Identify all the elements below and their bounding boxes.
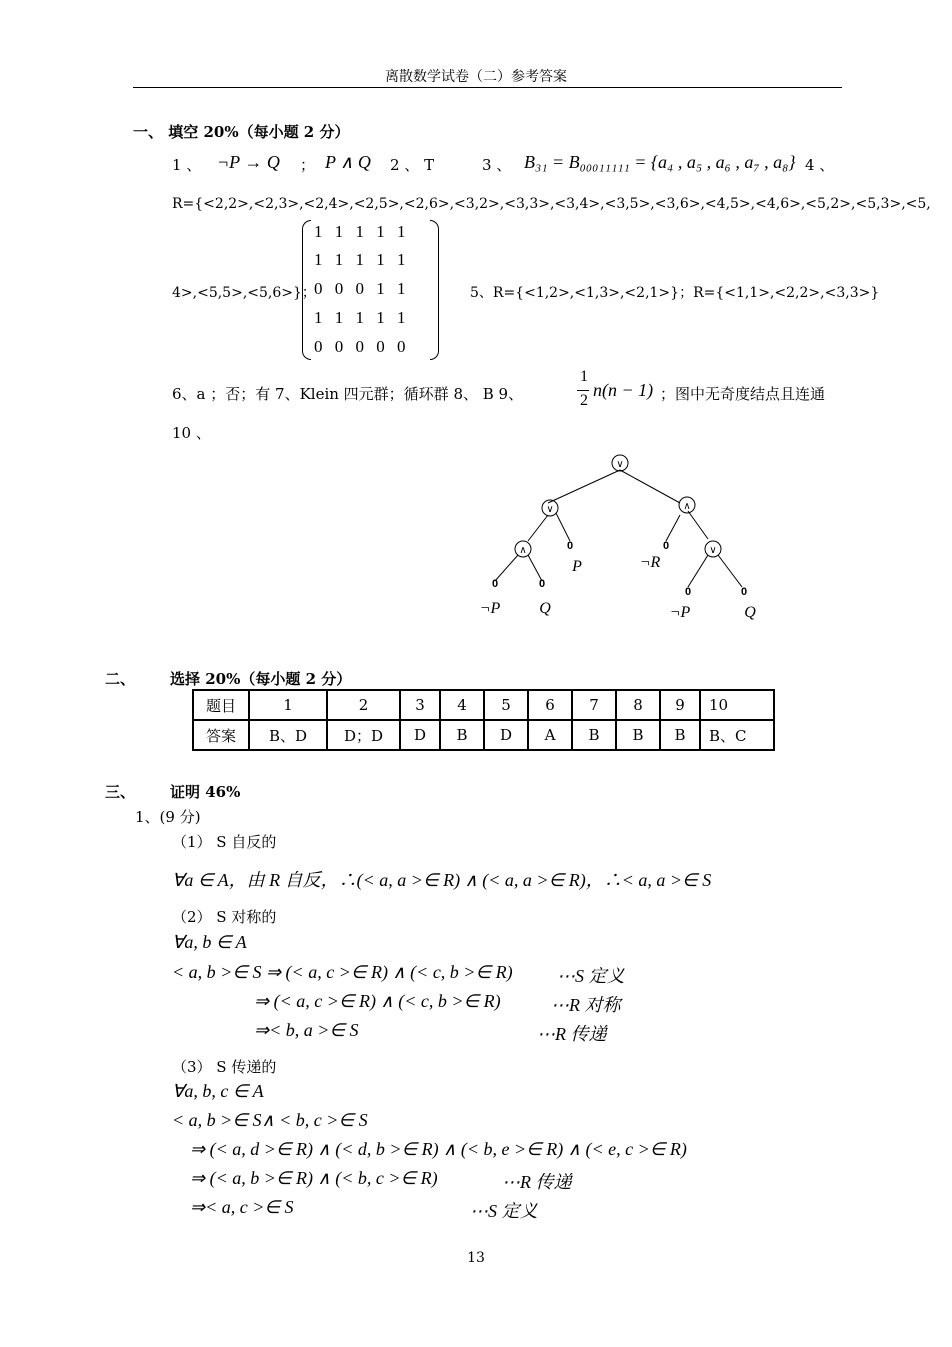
page-number: 13	[467, 1250, 485, 1266]
proof-justification: ⋯S 定义	[557, 966, 625, 986]
table-cell: 9	[660, 690, 700, 720]
proof-line: ⇒ (< a, c >∈ R) ∧ (< c, b >∈ R)	[254, 991, 501, 1011]
tree-leaf-marker: 0	[684, 586, 692, 598]
tree-leaf-not-p: ¬P	[479, 600, 501, 617]
s1-answer-1: ¬P → Q	[217, 152, 280, 172]
table-cell: D	[400, 720, 440, 750]
proof-line: ⇒< a, c >∈ S	[190, 1197, 294, 1217]
table-cell: B	[616, 720, 660, 750]
tree-leaf-not-p: ¬P	[669, 604, 691, 621]
proof-line: ⇒ (< a, b >∈ R) ∧ (< b, c >∈ R)	[190, 1168, 438, 1188]
table-cell: 5	[484, 690, 528, 720]
table-cell: B	[440, 720, 484, 750]
tree-root-op: ∨	[616, 459, 624, 470]
proof-part-3-title: （3） S 传递的	[172, 1058, 277, 1076]
matrix-right-bracket	[430, 220, 439, 360]
matrix-row: 0 0 0 0 0	[314, 337, 406, 356]
proof-line: ∀a, b, c ∈ A	[172, 1081, 264, 1101]
table-cell: D；D	[327, 720, 400, 750]
matrix-row: 1 1 1 1 1	[314, 250, 406, 269]
question-1-label: 1、(9 分)	[135, 808, 201, 826]
s1-answers-6-9: 6、a ；否；有 7、Klein 四元群；循环群 8、 B 9、	[172, 385, 524, 403]
matrix-row: 1 1 1 1 1	[314, 222, 406, 241]
tree-leaf-marker: 0	[566, 540, 574, 552]
matrix-left-bracket	[302, 220, 311, 360]
proof-justification: ⋯R 传递	[502, 1172, 572, 1192]
tree-leaf-not-r: ¬R	[639, 554, 661, 571]
s1-item-10-label: 10 、	[172, 424, 211, 442]
proof-line: ⇒ (< a, d >∈ R) ∧ (< d, b >∈ R) ∧ (< b, e >∈ R) ∧ (< e, c >∈ R)	[190, 1139, 687, 1159]
fraction-numerator: 1	[580, 368, 588, 385]
s1-item-4-label: 4 、	[805, 156, 835, 174]
proof-justification: ⋯R 对称	[551, 995, 621, 1015]
proof-line: ⇒< b, a >∈ S	[254, 1020, 359, 1040]
table-cell: 10	[700, 690, 774, 720]
table-cell: 答案	[193, 720, 249, 750]
tree-ll-op: ∧	[519, 545, 527, 556]
page-header: 离散数学试卷（二）参考答案	[385, 69, 567, 85]
table-cell: 2	[327, 690, 400, 720]
s1-item-3-label: 3 、	[482, 156, 512, 174]
answer-table	[192, 689, 775, 751]
matrix-row: 0 0 0 1 1	[314, 279, 406, 298]
tree-leaf-marker: 0	[662, 540, 670, 552]
section-3-title: 证明 46%	[170, 783, 241, 801]
s1-answer-4-line2: 4>,<5,5>,<5,6>}；	[172, 285, 316, 301]
table-cell: D	[484, 720, 528, 750]
table-row	[193, 720, 774, 750]
section-1-title: 一、 填空 20%（每小题 2 分）	[133, 123, 350, 141]
s1-answer-9-expr: n(n − 1)	[593, 380, 654, 400]
formula-tree	[470, 445, 790, 630]
tree-left-op: ∨	[546, 504, 554, 515]
section-2-number: 二、	[105, 670, 136, 688]
s1-sep: ；	[300, 156, 316, 174]
section-3-number: 三、	[105, 783, 136, 801]
s1-answer-4-line1: R={<2,2>,<2,3>,<2,4>,<2,5>,<2,6>,<3,2>,<3,3>,<3,4>,<3,5>,<3,6>,<4,5>,<4,6>,<5,2>,<5,3>,<5,	[172, 196, 931, 212]
s1-answer-1b: P ∧ Q	[325, 152, 371, 172]
table-cell: B、D	[249, 720, 327, 750]
tree-leaf-q: Q	[744, 604, 756, 621]
table-cell: 6	[528, 690, 572, 720]
proof-part-1-line: ∀a ∈ A，由 R 自反，∴(< a, a >∈ R) ∧ (< a, a >∈ R)，∴< a, a >∈ S	[172, 870, 712, 890]
proof-line: ∀a, b ∈ A	[172, 932, 247, 952]
s1-answer-3: B₃₁ = B₀₀₀₁₁₁₁₁ = {a₄ , a₅ , a₆ , a₇ , a₈}	[524, 152, 796, 172]
table-cell: 1	[249, 690, 327, 720]
table-row	[193, 690, 774, 720]
fraction-bar	[577, 390, 589, 391]
matrix-row: 1 1 1 1 1	[314, 308, 406, 327]
s1-answer-2: 2 、 T	[390, 156, 435, 174]
proof-line: < a, b >∈ S ⇒ (< a, c >∈ R) ∧ (< c, b >∈ R)	[172, 962, 513, 982]
proof-justification: ⋯R 传递	[537, 1024, 607, 1044]
proof-justification: ⋯S 定义	[470, 1201, 538, 1221]
table-cell: B	[572, 720, 616, 750]
table-cell: 题目	[193, 690, 249, 720]
tree-leaf-marker: 0	[491, 578, 499, 590]
proof-part-1-title: （1） S 自反的	[172, 833, 277, 851]
s1-answer-5: 5、R={<1,2>,<1,3>,<2,1>}；R={<1,1>,<2,2>,<3,3>}	[470, 285, 880, 301]
section-2-title: 选择 20%（每小题 2 分）	[170, 670, 352, 688]
table-cell: B	[660, 720, 700, 750]
s1-item-1-label: 1 、	[172, 156, 202, 174]
table-cell: 8	[616, 690, 660, 720]
tree-leaf-p: P	[572, 558, 582, 575]
table-cell: 7	[572, 690, 616, 720]
tree-rr-op: ∨	[709, 545, 717, 556]
s1-answer-9-text: ；图中无奇度结点且连通	[660, 385, 826, 403]
proof-line: < a, b >∈ S∧ < b, c >∈ S	[172, 1110, 368, 1130]
tree-leaf-marker: 0	[740, 586, 748, 598]
header-rule	[133, 87, 842, 88]
tree-right-op: ∧	[683, 501, 691, 512]
table-cell: B、C	[700, 720, 774, 750]
tree-leaf-q: Q	[539, 600, 551, 617]
tree-leaf-marker: 0	[538, 578, 546, 590]
table-cell: 3	[400, 690, 440, 720]
table-cell: A	[528, 720, 572, 750]
fraction-denominator: 2	[580, 392, 588, 409]
proof-part-2-title: （2） S 对称的	[172, 908, 277, 926]
table-cell: 4	[440, 690, 484, 720]
